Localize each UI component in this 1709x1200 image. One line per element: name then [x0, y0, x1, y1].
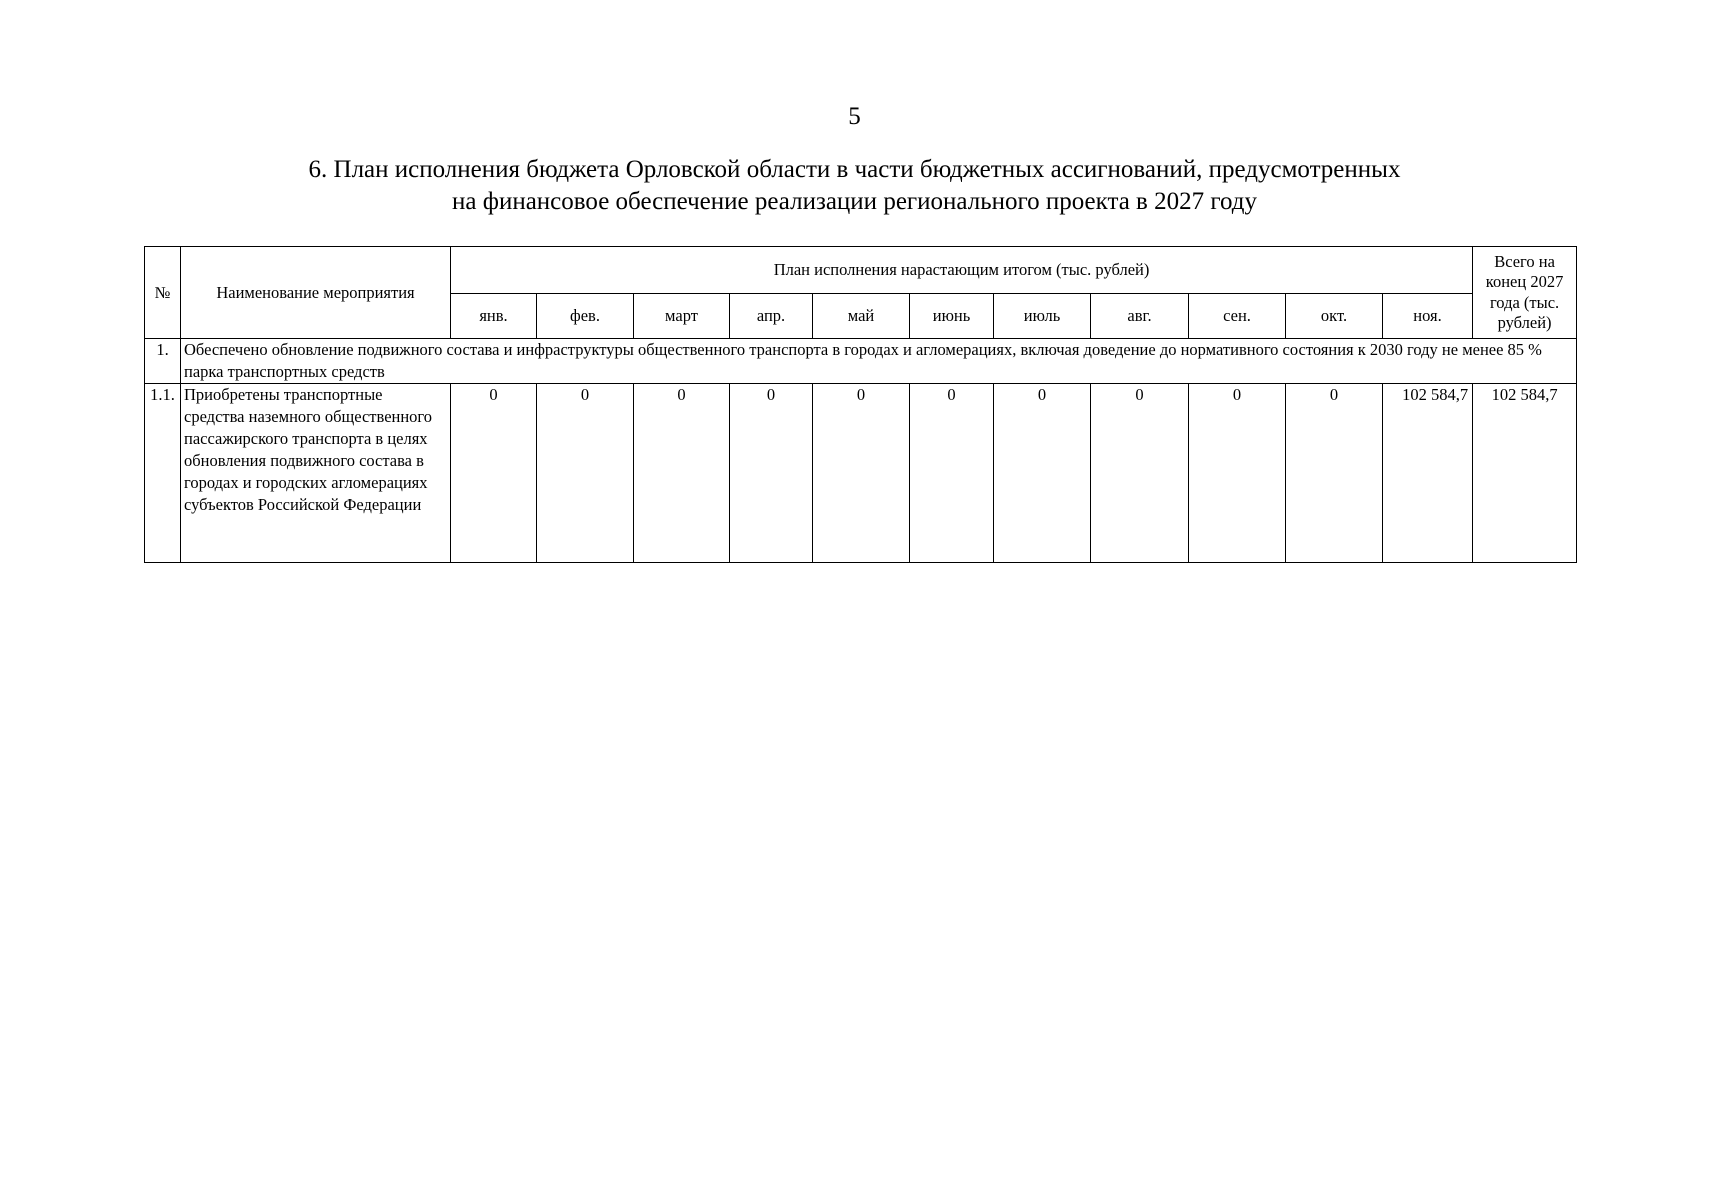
- row-num: 1.1.: [145, 384, 181, 563]
- row-month-value: 0: [634, 384, 730, 563]
- row-month-value: 0: [910, 384, 994, 563]
- header-month: сен.: [1189, 294, 1286, 339]
- document-title: [0, 154, 1709, 218]
- header-row-top: [145, 247, 1577, 294]
- header-month: янв.: [451, 294, 537, 339]
- header-total: Всего на конец 2027 года (тыс. рублей): [1473, 247, 1577, 339]
- header-month: авг.: [1091, 294, 1189, 339]
- section-num: 1.: [145, 339, 181, 384]
- row-name: Приобретены транспортные средства наземного общественного пассажирского транспорта в целях обновления подвижного состава в городах и городских агломерациях субъектов Российской Федерации: [181, 384, 451, 563]
- row-month-value: 0: [813, 384, 910, 563]
- header-month: май: [813, 294, 910, 339]
- row-month-value: 0: [1189, 384, 1286, 563]
- budget-plan-table: [144, 246, 1577, 563]
- header-month: апр.: [730, 294, 813, 339]
- header-month: июнь: [910, 294, 994, 339]
- row-month-value: 0: [537, 384, 634, 563]
- section-row: [145, 339, 1577, 384]
- section-text: Обеспечено обновление подвижного состава и инфраструктуры общественного транспорта в городах и агломерациях, включая доведение до нормативного состояния к 2030 году не менее 85 % парка транспортных средств: [181, 339, 1577, 384]
- row-month-value: 0: [1286, 384, 1383, 563]
- page-number: 5: [848, 103, 861, 130]
- document-title-line-2: на финансовое обеспечение реализации регионального проекта в 2027 году: [452, 188, 1257, 215]
- header-month: окт.: [1286, 294, 1383, 339]
- table-row: [145, 384, 1577, 563]
- row-month-value: 0: [730, 384, 813, 563]
- row-month-value: 0: [994, 384, 1091, 563]
- document-title-line-1: 6. План исполнения бюджета Орловской области в части бюджетных ассигнований, предусмотренных: [308, 156, 1401, 183]
- row-month-value: 0: [451, 384, 537, 563]
- header-num: №: [145, 247, 181, 339]
- header-month: март: [634, 294, 730, 339]
- header-month: ноя.: [1383, 294, 1473, 339]
- row-total: 102 584,7: [1473, 384, 1577, 563]
- row-month-value: 0: [1091, 384, 1189, 563]
- header-name: Наименование мероприятия: [181, 247, 451, 339]
- header-month: фев.: [537, 294, 634, 339]
- header-month: июль: [994, 294, 1091, 339]
- header-plan-group: План исполнения нарастающим итогом (тыс. рублей): [451, 247, 1473, 294]
- row-month-value: 102 584,7: [1383, 384, 1473, 563]
